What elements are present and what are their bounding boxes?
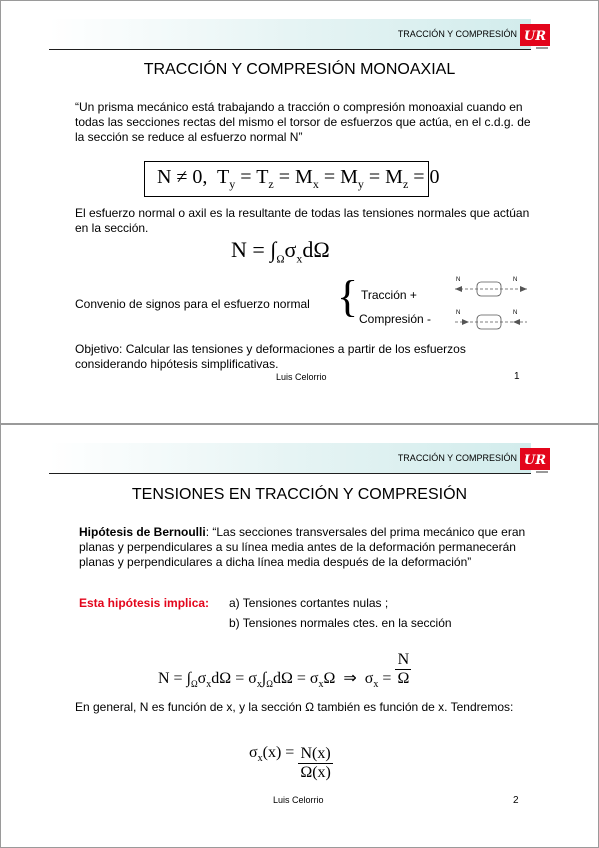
bernoulli-text: : “Las secciones transversales del prima mecánico que eran planas y perpendiculares a su línea media antes de la deformación permanecerán planas y perpendiculares a dicha línea media después de la deformación” <box>79 525 526 569</box>
traction-n-left: N <box>456 277 461 283</box>
author: Luis Celorrio <box>273 795 324 805</box>
equilibrium-equation: N ≠ 0, $T_y = T_z = M_x = M_y = M_z = 0$ <box>157 166 440 191</box>
bernoulli-label: Hipótesis de Bernoulli <box>79 525 206 539</box>
page-number: 2 <box>513 795 519 806</box>
university-logo <box>520 448 550 474</box>
compression-figure <box>451 312 531 332</box>
implica-a: a) Tensiones cortantes nulas ; <box>229 596 389 610</box>
slide-title: TRACCIÓN Y COMPRESIÓN MONOAXIAL <box>143 61 456 78</box>
equation-box <box>144 161 440 197</box>
main-equation: $N = \int_\Omega\sigma_xd\Omega = \sigma_x\int_\Omega d\Omega = \sigma_x\Omega$ ⇒ $\sigma_x$ = $\frac{N}{\Omega}$ <box>158 651 410 691</box>
convention-label: Convenio de signos para el esfuerzo normal <box>75 297 310 311</box>
final-equation: $\sigma_x(x)$ = $\frac{N(x)}{\Omega(x)}$ <box>249 744 331 781</box>
slide-title: TENSIONES EN TRACCIÓN Y COMPRESIÓN <box>131 486 468 503</box>
compresion-label: Compresión - <box>359 312 432 326</box>
axial-force-text: El esfuerzo normal o axil es la resultante de todas las tensiones normales que actúan en la sección. <box>75 206 530 235</box>
logo-lettering: UR <box>523 29 547 44</box>
header-text: TRACCIÓN Y COMPRESIÓN <box>397 29 517 39</box>
implica-label: Esta hipótesis implica: <box>79 596 210 610</box>
objective-text: Objetivo: Calcular las tensiones y deformaciones a partir de los esfuerzos considerando hipótesis simplificativas. <box>75 342 466 371</box>
bernoulli-hypothesis <box>79 525 529 570</box>
logo-lettering: UR <box>523 453 547 468</box>
definition-quote: “Un prisma mecánico está trabajando a tracción o compresión monoaxial cuando en todas las secciones rectas del mismo el torsor de esfuerzos que actúa, en el c.d.g. de la sección se reduce al esfuerzo normal N” <box>75 100 531 144</box>
compression-n-right: N <box>513 310 518 316</box>
implica-b: b) Tensiones normales ctes. en la sección <box>229 616 452 630</box>
integral-equation: $N = \int_\Omega\sigma_xd\Omega$ <box>231 237 330 266</box>
traction-n-right: N <box>513 277 518 283</box>
general-text: En general, N es función de x, y la sección Ω también es función de x. Tendremos: <box>75 700 514 714</box>
university-logo <box>520 24 550 50</box>
traccion-label: Tracción + <box>361 288 417 302</box>
brace: { <box>337 272 359 321</box>
slide-header <box>49 19 531 50</box>
compression-n-left: N <box>456 310 461 316</box>
header-text: TRACCIÓN Y COMPRESIÓN <box>397 453 517 463</box>
slide-header <box>49 443 531 474</box>
author: Luis Celorrio <box>276 372 327 382</box>
traction-figure <box>451 279 531 299</box>
page-number: 1 <box>514 371 520 382</box>
slide-2 <box>0 424 599 848</box>
